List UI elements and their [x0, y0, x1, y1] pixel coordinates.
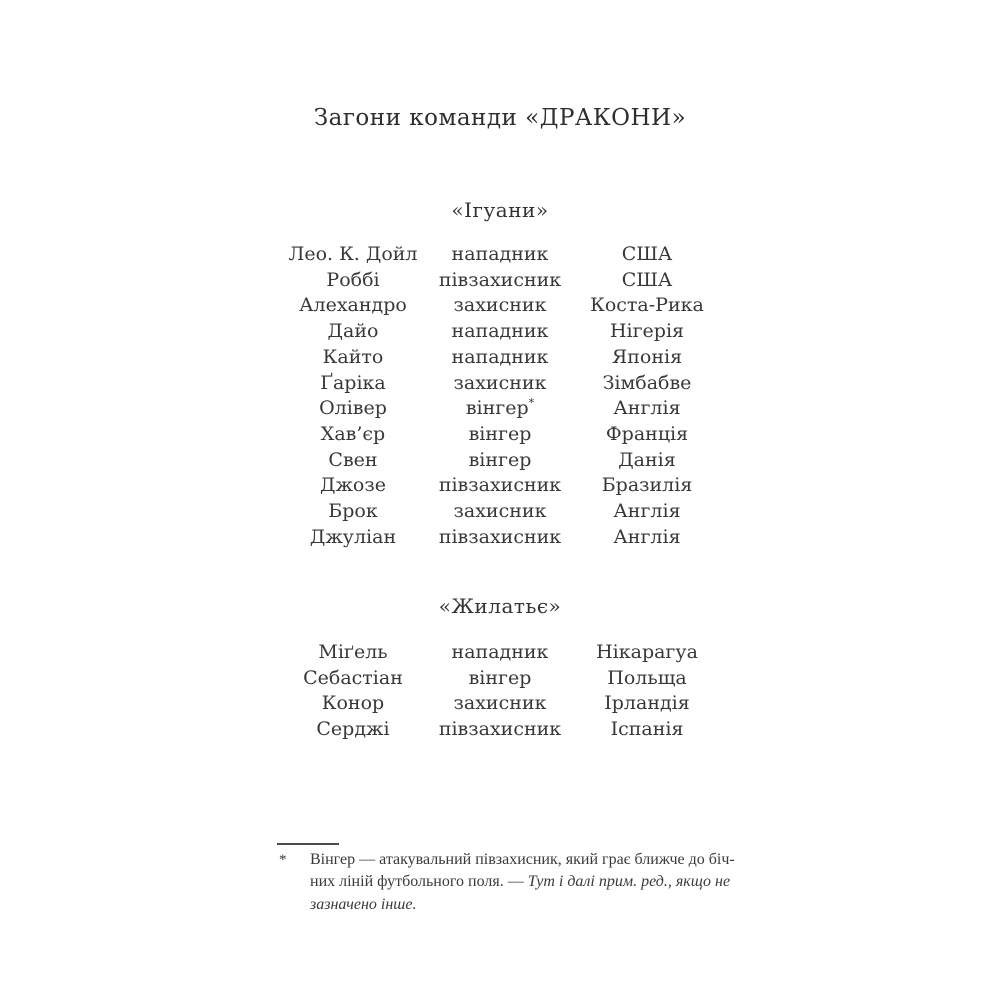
player-position: вінгер	[468, 422, 532, 445]
player-position: вінгер	[468, 666, 532, 689]
player-name: Роббі	[326, 268, 380, 291]
player-country: Зімбабве	[602, 371, 692, 394]
player-name: Себастіан	[303, 666, 403, 689]
player-row	[270, 396, 730, 422]
player-country: Коста-Рика	[590, 294, 704, 317]
footnote-line	[310, 849, 743, 871]
player-position: нападник	[451, 345, 549, 368]
player-position: нападник	[451, 320, 549, 343]
player-name: Конор	[321, 692, 385, 715]
page-title: Загони команди «ДРАКОНИ»	[313, 105, 687, 131]
player-position: захисник	[453, 500, 547, 523]
player-position: захисник	[453, 371, 547, 394]
footnote-text-regular: Вінгер — атакувальний півзахисник, який грає ближче до біч-	[310, 851, 735, 868]
footnote-reference-mark: *	[528, 396, 535, 410]
player-row	[270, 422, 730, 448]
player-name: Брок	[328, 500, 378, 523]
player-name: Дайо	[327, 320, 379, 343]
player-name: Кайто	[322, 345, 384, 368]
section-heading-zhylatie: «Жилатьє»	[438, 594, 562, 618]
footnote-asterisk: *	[279, 852, 287, 868]
player-country: Японія	[611, 345, 683, 368]
footnote-divider	[277, 843, 339, 845]
player-position: вінгер	[468, 448, 532, 471]
player-country: Данія	[618, 448, 676, 471]
player-row	[270, 525, 730, 551]
player-country: Англія	[613, 525, 681, 548]
footnote-text-regular: них ліній футбольного поля. —	[310, 873, 528, 891]
player-position: нападник	[451, 243, 549, 265]
player-row	[270, 268, 730, 294]
player-name: Олівер	[319, 397, 387, 420]
player-position: півзахисник	[438, 718, 562, 741]
footnote-text-italic: Тут і далі прим. ред., якщо не	[527, 873, 731, 891]
player-country: США	[621, 243, 673, 265]
roster-table-iguany	[270, 242, 730, 550]
player-country: Бразилія	[601, 474, 693, 497]
player-country: Іспанія	[610, 718, 684, 741]
player-name: Алехандро	[299, 294, 407, 317]
player-country: Англія	[613, 397, 681, 420]
footnote	[277, 843, 743, 916]
player-country: США	[621, 268, 673, 291]
player-country: Франція	[605, 422, 689, 445]
player-country: Ірландія	[604, 692, 690, 715]
player-position: нападник	[451, 641, 549, 663]
player-row	[270, 640, 730, 666]
player-country: Нігерія	[609, 320, 685, 343]
player-name: Джуліан	[309, 525, 397, 548]
player-country: Нікарагуа	[596, 641, 698, 663]
player-name: Серджі	[316, 718, 390, 741]
player-country: Англія	[613, 500, 681, 523]
footnote-line	[310, 871, 743, 893]
player-name: Свен	[328, 448, 378, 471]
player-row	[270, 717, 730, 743]
player-name: Ґаріка	[320, 371, 386, 394]
player-position: півзахисник	[438, 474, 562, 497]
player-name: Джозе	[320, 474, 386, 497]
footnote-line	[310, 894, 743, 916]
player-position: захисник	[453, 294, 547, 317]
player-position: вінгер*	[465, 396, 535, 420]
player-row	[270, 345, 730, 371]
player-country: Польща	[607, 666, 687, 689]
player-name: Хав’єр	[320, 422, 386, 445]
player-row	[270, 691, 730, 717]
player-row	[270, 371, 730, 397]
player-row	[270, 319, 730, 345]
footnote-text-italic: зазначено інше.	[310, 895, 417, 913]
player-row	[270, 448, 730, 474]
player-position: півзахисник	[438, 525, 562, 548]
section-heading-iguany: «Ігуани»	[451, 198, 549, 222]
player-name: Міґель	[318, 641, 388, 663]
player-row	[270, 242, 730, 268]
player-position: півзахисник	[438, 268, 562, 291]
roster-table-zhylatie	[270, 640, 730, 743]
footnote-text	[310, 849, 743, 916]
player-position: захисник	[453, 692, 547, 715]
player-row	[270, 473, 730, 499]
player-row	[270, 293, 730, 319]
player-row	[270, 499, 730, 525]
player-name: Лео. К. Дойл	[288, 243, 418, 265]
player-row	[270, 666, 730, 692]
